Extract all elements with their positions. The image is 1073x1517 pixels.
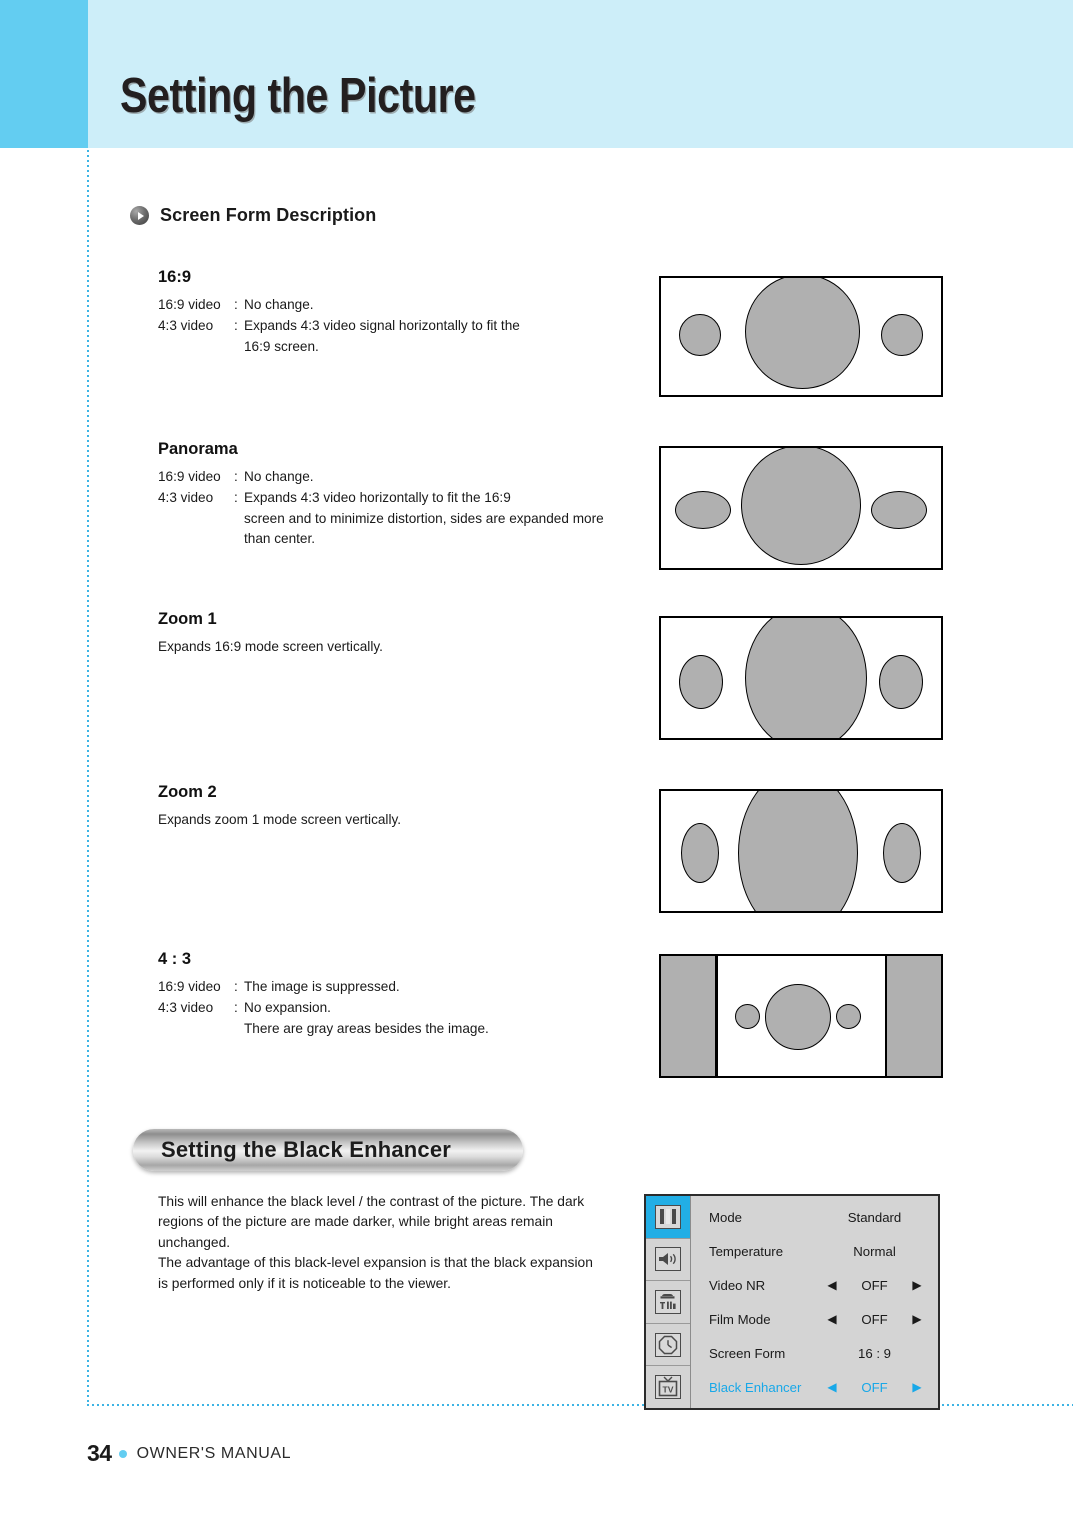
format-row-label: 16:9 video [158, 469, 221, 484]
format-title: 16:9 [158, 268, 192, 286]
gray-bar-right [887, 956, 941, 1076]
gray-bar-left [661, 956, 715, 1076]
format-row-label: 4:3 video [158, 317, 214, 333]
format-row [158, 977, 628, 997]
format-row-separator: : [234, 297, 238, 312]
format-row [158, 316, 628, 336]
shape-large-center [765, 984, 831, 1050]
clock-icon [655, 1333, 681, 1357]
format-title: Zoom 2 [158, 783, 217, 801]
format-row-value: No change. [244, 469, 314, 484]
shape-small-right [836, 1004, 861, 1029]
format-continuation: There are gray areas besides the image. [244, 1020, 489, 1036]
osd-row-mode[interactable] [691, 1200, 938, 1234]
format-title: 4 : 3 [158, 950, 192, 968]
shape-small-left [675, 491, 731, 529]
format-row-separator: : [234, 317, 238, 333]
format-row-separator: : [234, 999, 238, 1015]
format-row-value: The image is suppressed. [244, 979, 400, 994]
osd-row-temperature[interactable] [691, 1234, 938, 1268]
sound-icon [655, 1247, 681, 1271]
format-row-label: 4:3 video [158, 489, 214, 505]
arrow-left-icon[interactable]: ◀ [827, 1278, 837, 1292]
shape-small-left [681, 823, 719, 883]
header-accent-bar [0, 0, 88, 148]
format-continuation: screen and to minimize distortion, sides are expanded more than center. [244, 510, 604, 546]
section-heading-label: Screen Form Description [160, 205, 377, 225]
osd-row-film-mode[interactable] [691, 1302, 938, 1336]
shape-large-center [741, 446, 861, 565]
osd-row-value: OFF [861, 1379, 888, 1395]
dotted-left-rule [87, 150, 89, 1405]
illustration-panorama [659, 446, 943, 570]
footer-label: OWNER'S MANUAL [136, 1444, 292, 1462]
osd-row-value: Normal [853, 1243, 896, 1259]
format-row [158, 998, 628, 1018]
format-row-separator: : [234, 979, 238, 994]
divider-right [885, 956, 888, 1076]
black-enhancer-banner-label: Setting the Black Enhancer [161, 1137, 452, 1162]
footer-dot-icon [119, 1450, 127, 1458]
tools-icon [655, 1290, 681, 1314]
osd-tab-clock[interactable] [646, 1324, 690, 1367]
format-row-value: Expands 4:3 video horizontally to fit the 16:9 [244, 489, 511, 505]
shape-small-left [735, 1004, 760, 1029]
osd-menu [644, 1194, 940, 1410]
arrow-right-icon[interactable]: ▶ [912, 1312, 922, 1326]
black-enhancer-description: This will enhance the black level / the contrast of the picture. The dark regions of the picture are made darker, while bright areas remain unchanged. The advantage of this black-level expansion is that the black expansion is performed only if it is noticeable to the viewer. [158, 1194, 593, 1291]
osd-row-label: Video NR [709, 1277, 766, 1293]
format-row-label: 16:9 video [158, 979, 221, 994]
svg-text:TV: TV [662, 1384, 674, 1395]
format-description: Expands zoom 1 mode screen vertically. [158, 812, 402, 827]
osd-row-label: Film Mode [709, 1311, 771, 1327]
arrow-left-icon[interactable]: ◀ [827, 1312, 837, 1326]
shape-small-right [871, 491, 927, 529]
black-enhancer-banner [133, 1129, 523, 1171]
osd-row-label: Mode [709, 1209, 742, 1225]
illustration-16-9 [659, 276, 943, 397]
format-block-16-9 [158, 268, 628, 357]
osd-row-value: OFF [861, 1277, 888, 1293]
shape-small-left [679, 655, 723, 709]
osd-tab-picture[interactable] [646, 1196, 690, 1239]
osd-row-label: Screen Form [709, 1345, 786, 1361]
shape-small-right [879, 655, 923, 709]
osd-tab-tv[interactable] [646, 1366, 690, 1408]
osd-row-label: Black Enhancer [709, 1379, 802, 1395]
format-row [158, 467, 628, 487]
osd-sidebar [646, 1196, 691, 1408]
format-title: Panorama [158, 440, 238, 458]
format-row [158, 295, 628, 315]
page-title: Setting the Picture [120, 69, 476, 123]
format-block-4-3 [158, 950, 628, 1039]
tv-icon [655, 1375, 681, 1399]
format-row-value: No expansion. [244, 999, 331, 1015]
osd-row-screen-form[interactable] [691, 1336, 938, 1370]
divider-left [715, 956, 718, 1076]
format-block-zoom-2 [158, 783, 628, 830]
osd-tab-tools[interactable] [646, 1281, 690, 1324]
format-row-label: 4:3 video [158, 999, 214, 1015]
format-row-label: 16:9 video [158, 297, 221, 312]
format-row [158, 488, 628, 508]
format-row-value: Expands 4:3 video signal horizontally to fit the [244, 317, 520, 333]
shape-small-left [679, 314, 721, 356]
picture-icon [655, 1205, 681, 1229]
shape-large-center [745, 276, 860, 389]
osd-row-value: Standard [847, 1209, 902, 1225]
illustration-zoom-2 [659, 789, 943, 913]
format-row-value: No change. [244, 297, 314, 312]
osd-row-value: OFF [861, 1311, 888, 1327]
osd-tab-sound[interactable] [646, 1239, 690, 1282]
osd-row-black-enhancer[interactable] [691, 1370, 938, 1404]
illustration-zoom-1 [659, 616, 943, 740]
shape-small-right [883, 823, 921, 883]
format-description: Expands 16:9 mode screen vertically. [158, 639, 383, 654]
osd-row-video-nr[interactable] [691, 1268, 938, 1302]
format-block-zoom-1 [158, 610, 628, 657]
shape-large-center [745, 616, 867, 740]
format-title: Zoom 1 [158, 610, 217, 628]
arrow-right-icon[interactable]: ▶ [912, 1380, 922, 1394]
format-block-panorama [158, 440, 628, 549]
osd-row-value: 16 : 9 [858, 1345, 891, 1361]
page-number: 34 [87, 1440, 112, 1466]
osd-row-label: Temperature [709, 1243, 784, 1259]
osd-rows [691, 1196, 938, 1408]
section-heading [130, 205, 376, 226]
arrow-right-icon[interactable]: ▶ [912, 1278, 922, 1292]
format-row-separator: : [234, 469, 238, 484]
format-continuation: 16:9 screen. [244, 338, 319, 354]
format-row-separator: : [234, 489, 238, 505]
arrow-left-icon[interactable]: ◀ [827, 1380, 837, 1394]
illustration-4-3 [659, 954, 943, 1078]
play-circle-icon [130, 206, 149, 225]
shape-large-center [738, 789, 858, 913]
shape-small-right [881, 314, 923, 356]
page-footer [87, 1440, 291, 1467]
